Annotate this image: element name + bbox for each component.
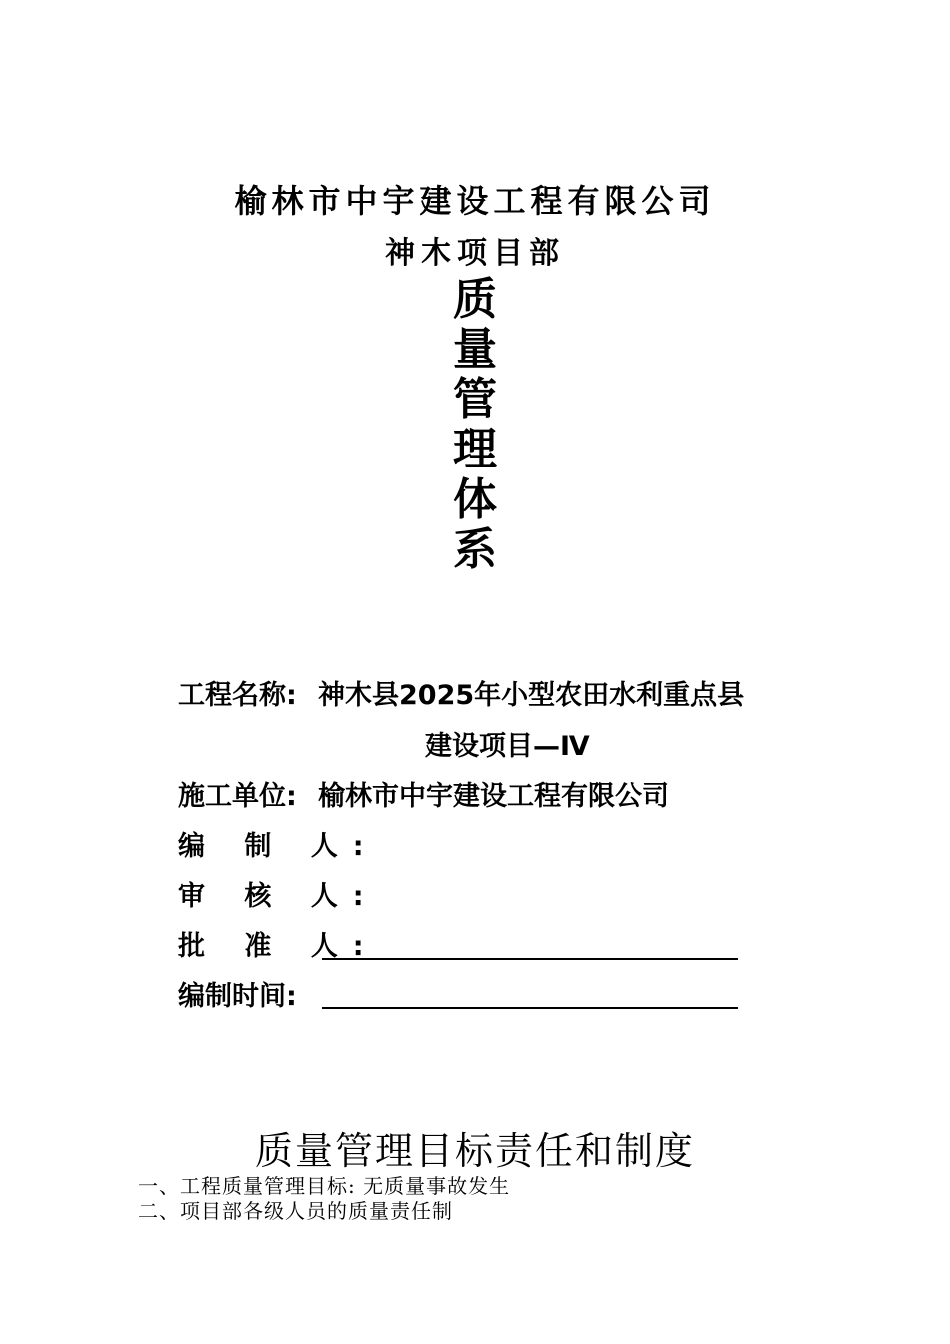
title-char-1: 质 bbox=[453, 274, 497, 325]
field-project-name bbox=[178, 678, 744, 714]
field-value: 神木县2025年小型农田水利重点县 bbox=[318, 680, 745, 711]
body-line-1: 一、工程质量管理目标: 无质量事故发生 bbox=[138, 1174, 511, 1198]
field-label: 编制时间: bbox=[178, 981, 297, 1012]
field-compiler bbox=[178, 829, 379, 865]
body-line-2: 二、项目部各级人员的质量责任制 bbox=[138, 1199, 453, 1223]
field-value: 建设项目—Ⅳ bbox=[425, 731, 590, 762]
company-name: 榆林市中宇建设工程有限公司 bbox=[234, 182, 716, 220]
title-char-4: 理 bbox=[453, 424, 497, 475]
field-compile-date bbox=[178, 979, 318, 1015]
field-label: 批 准 人: bbox=[178, 931, 379, 962]
title-char-3: 管 bbox=[453, 374, 497, 425]
title-char-5: 体 bbox=[453, 474, 497, 525]
section-heading: 质量管理目标责任和制度 bbox=[254, 1129, 695, 1173]
field-approver bbox=[178, 929, 379, 965]
title-char-6: 系 bbox=[453, 524, 497, 575]
field-reviewer bbox=[178, 879, 379, 915]
field-label: 审 核 人: bbox=[178, 881, 379, 912]
field-label: 施工单位: bbox=[178, 781, 297, 812]
field-project-name-continued bbox=[425, 729, 590, 765]
approver-blank-line bbox=[322, 958, 738, 960]
field-value: 榆林市中宇建设工程有限公司 bbox=[318, 781, 669, 812]
department-name: 神木项目部 bbox=[385, 236, 565, 271]
field-contractor bbox=[178, 779, 669, 815]
compile-date-blank-line bbox=[322, 1007, 738, 1009]
field-label: 编 制 人: bbox=[178, 831, 379, 862]
title-char-2: 量 bbox=[453, 324, 497, 375]
field-label: 工程名称: bbox=[178, 680, 297, 711]
